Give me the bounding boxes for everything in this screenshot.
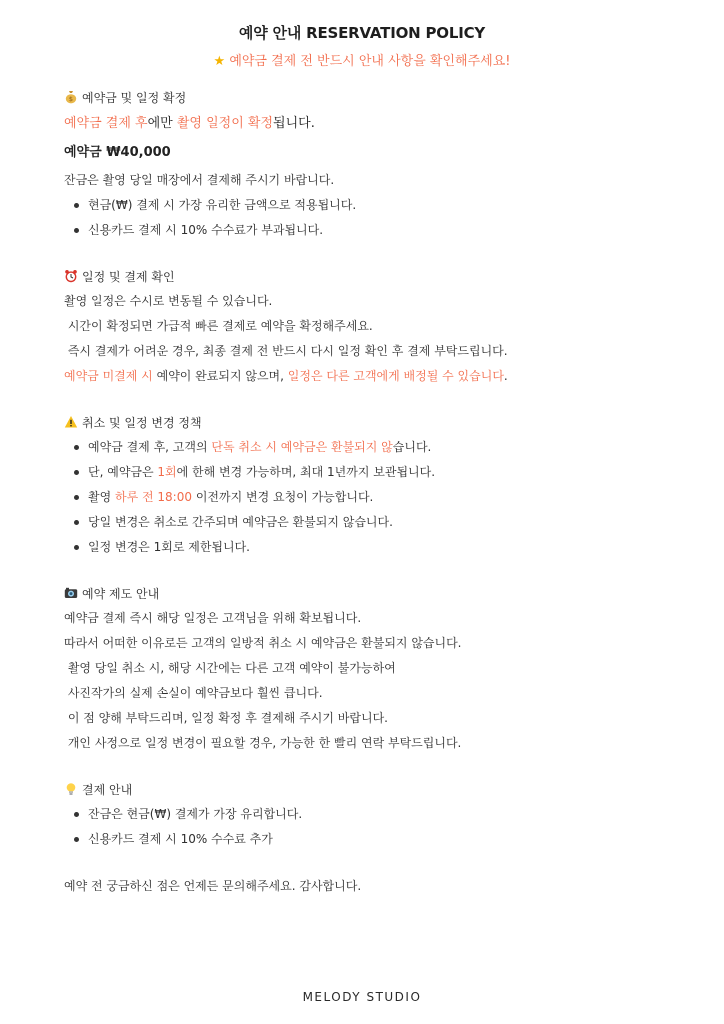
system-line: 이 점 양해 부탁드리며, 일정 확정 후 결제해 주시기 바랍니다. <box>64 711 388 725</box>
deposit-bullets <box>64 193 694 243</box>
section-gap <box>64 756 694 778</box>
system-heading-text: 예약 제도 안내 <box>82 587 160 601</box>
schedule-warning-part: 일정은 다른 고객에게 배정될 수 있습니다 <box>287 369 504 383</box>
deposit-lead-part: 촬영 일정이 확정 <box>176 116 274 131</box>
light-bulb-icon <box>64 782 78 796</box>
cancel-bullets <box>64 435 694 560</box>
section-gap <box>64 389 694 411</box>
list-item-part: 하루 전 18:00 <box>115 490 192 504</box>
list-item: 신용카드 결제 시 10% 수수료가 부과됩니다. <box>64 218 694 243</box>
list-item-part: 1회 <box>157 465 177 479</box>
policy-content <box>64 86 694 899</box>
system-line: 개인 사정으로 일정 변경이 필요할 경우, 가능한 한 빨리 연락 부탁드립니다. <box>64 736 462 750</box>
schedule-warning-part: . <box>503 369 508 383</box>
deposit-amount: 예약금 ₩40,000 <box>64 145 171 160</box>
section-heading-cancel <box>64 411 694 435</box>
warning-icon <box>64 415 78 429</box>
list-item-part: 예약금 결제 후, 고객의 <box>88 440 212 454</box>
svg-text:$: $ <box>68 95 74 104</box>
deposit-lead-part: 됩니다. <box>273 116 315 131</box>
deposit-note: 잔금은 촬영 당일 매장에서 결제해 주시기 바랍니다. <box>64 173 335 187</box>
schedule-line: 즉시 결제가 어려운 경우, 최종 결제 전 반드시 다시 일정 확인 후 결제 부탁드립니다. <box>64 344 508 358</box>
system-line: 사진작가의 실제 손실이 예약금보다 훨씬 큽니다. <box>64 686 323 700</box>
section-heading-payment <box>64 778 694 802</box>
list-item: 일정 변경은 1회로 제한됩니다. <box>64 535 694 560</box>
schedule-warning <box>64 364 694 389</box>
camera-icon <box>64 586 78 600</box>
list-item <box>64 460 694 485</box>
list-item: 당일 변경은 취소로 간주되며 예약금은 환불되지 않습니다. <box>64 510 694 535</box>
studio-footer: MELODY STUDIO <box>302 990 422 1004</box>
star-icon: ★ <box>213 54 226 69</box>
deposit-heading-text: 예약금 및 일정 확정 <box>82 91 187 105</box>
list-item-part: 단독 취소 시 예약금은 환불되지 않 <box>211 440 393 454</box>
deposit-lead <box>64 110 694 138</box>
section-heading-system <box>64 582 694 606</box>
schedule-warning-part: 예약이 완료되지 않으며, <box>152 369 288 383</box>
payment-bullets <box>64 802 694 852</box>
schedule-heading-text: 일정 및 결제 확인 <box>82 270 175 284</box>
list-item-part: 에 한해 변경 가능하며, 최대 1년까지 보관됩니다. <box>176 465 436 479</box>
list-item: 잔금은 현금(₩) 결제가 가장 유리합니다. <box>64 802 694 827</box>
section-gap <box>64 560 694 582</box>
system-line: 예약금 결제 즉시 해당 일정은 고객님을 위해 확보됩니다. <box>64 611 362 625</box>
closing-text: 예약 전 궁금하신 점은 언제든 문의해주세요. 감사합니다. <box>64 879 362 893</box>
section-gap <box>64 243 694 265</box>
list-item-part: 이전까지 변경 요청이 가능합니다. <box>192 490 374 504</box>
alarm-clock-icon <box>64 269 78 283</box>
list-item-part: 습니다. <box>392 440 432 454</box>
deposit-lead-part: 예약금 결제 후 <box>64 116 148 131</box>
section-gap <box>64 852 694 874</box>
section-heading-deposit <box>64 86 694 110</box>
schedule-line: 촬영 일정은 수시로 변동될 수 있습니다. <box>64 294 273 308</box>
page-title: 예약 안내 RESERVATION POLICY <box>238 24 486 42</box>
list-item-part: 촬영 <box>88 490 115 504</box>
section-heading-schedule <box>64 265 694 289</box>
list-item-part: 단, 예약금은 <box>88 465 158 479</box>
list-item: 현금(₩) 결제 시 가장 유리한 금액으로 적용됩니다. <box>64 193 694 218</box>
schedule-warning-part: 예약금 미결제 시 <box>64 369 153 383</box>
money-bag-icon <box>64 90 78 104</box>
list-item <box>64 435 694 460</box>
cancel-heading-text: 취소 및 일정 변경 정책 <box>82 416 202 430</box>
list-item <box>64 485 694 510</box>
schedule-line: 시간이 확정되면 가급적 빠른 결제로 예약을 확정해주세요. <box>64 319 373 333</box>
deposit-lead-part: 에만 <box>147 116 177 131</box>
system-line: 따라서 어떠한 이유로든 고객의 일방적 취소 시 예약금은 환불되지 않습니다. <box>64 636 462 650</box>
page-subtitle <box>0 50 724 69</box>
list-item: 신용카드 결제 시 10% 수수료 추가 <box>64 827 694 852</box>
payment-heading-text: 결제 안내 <box>82 783 133 797</box>
subtitle-text: 예약금 결제 전 반드시 안내 사항을 확인해주세요! <box>229 54 511 69</box>
system-line: 촬영 당일 취소 시, 해당 시간에는 다른 고객 예약이 불가능하여 <box>64 661 396 675</box>
